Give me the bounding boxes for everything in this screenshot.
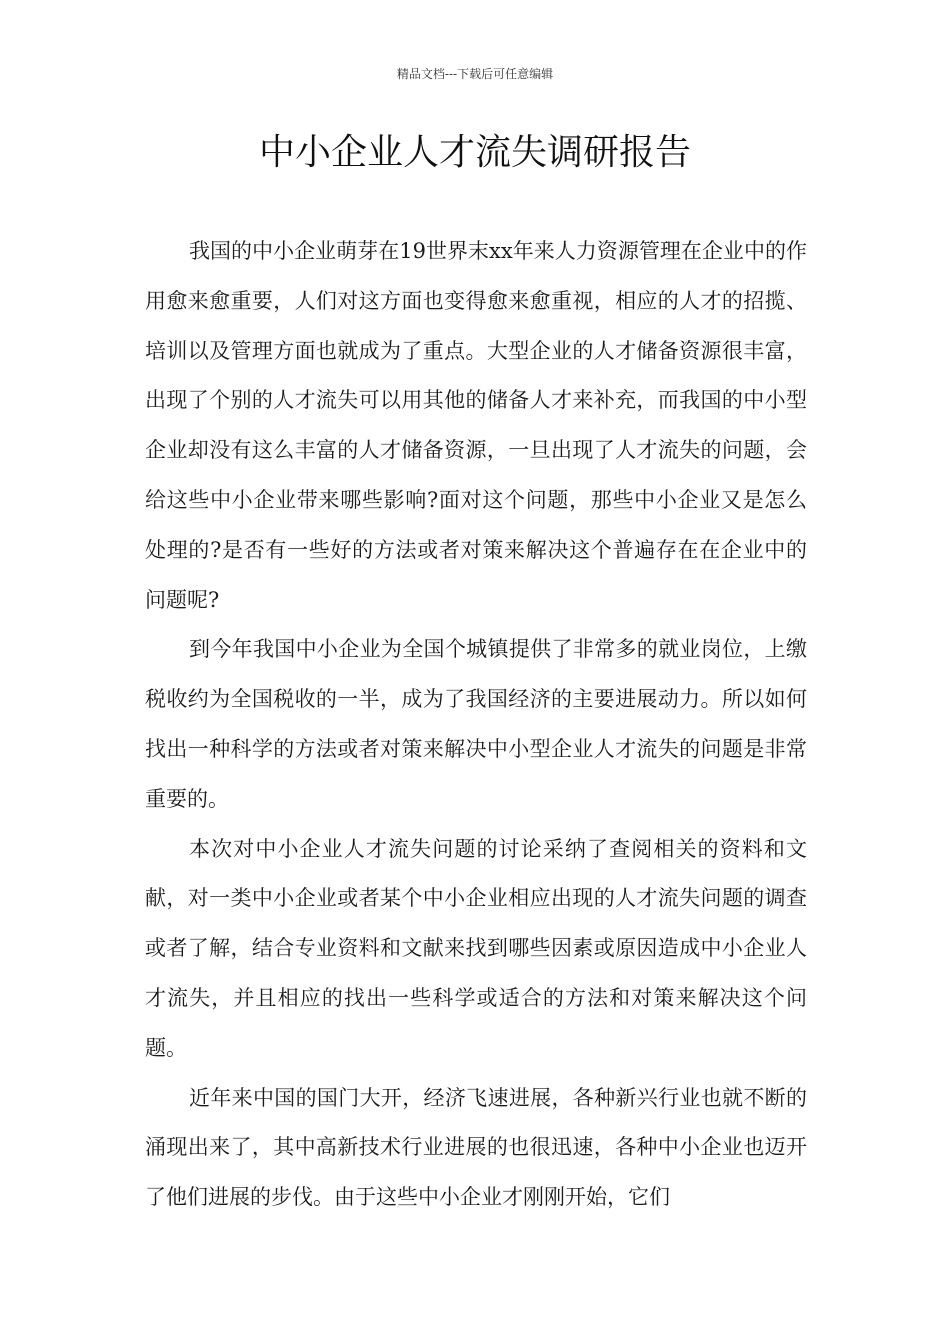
paragraph-2: 到今年我国中小企业为全国个城镇提供了非常多的就业岗位，上缴税收约为全国税收的一半，成为了我国经济的主要进展动力。所以如何找出一种科学的方法或者对策来解决中小型企业人才流失的问题是非常重要的。 bbox=[145, 637, 807, 811]
document-body bbox=[145, 227, 807, 1223]
header-note: 精品文档---下载后可任意编辑 bbox=[396, 67, 554, 81]
paragraph-4: 近年来中国的国门大开，经济飞速进展，各种新兴行业也就不断的涌现出来了，其中高新技术行业进展的也很迅速，各种中小企业也迈开了他们进展的步伐。由于这些中小企业才刚刚开始，它们 bbox=[145, 1085, 807, 1210]
paragraph-3: 本次对中小企业人才流失问题的讨论采纳了查阅相关的资料和文献，对一类中小企业或者某个中小企业相应出现的人才流失问题的调查或者了解，结合专业资料和文献来找到哪些因素或原因造成中小企业人才流失，并且相应的找出一些科学或适合的方法和对策来解决这个问题。 bbox=[145, 836, 807, 1060]
paragraph-1: 我国的中小企业萌芽在19世界末xx年来人力资源管理在企业中的作用愈来愈重要，人们对这方面也变得愈来愈重视，相应的人才的招揽、培训以及管理方面也就成为了重点。大型企业的人才储备资源很丰富，出现了个别的人才流失可以用其他的储备人才来补充，而我国的中小型企业却没有这么丰富的人才储备资源，一旦出现了人才流失的问题，会给这些中小企业带来哪些影响?面对这个问题，那些中小企业又是怎么处理的?是否有一些好的方法或者对策来解决这个普遍存在在企业中的问题呢? bbox=[145, 239, 807, 612]
document-title: 中小企业人才流失调研报告 bbox=[258, 132, 691, 173]
